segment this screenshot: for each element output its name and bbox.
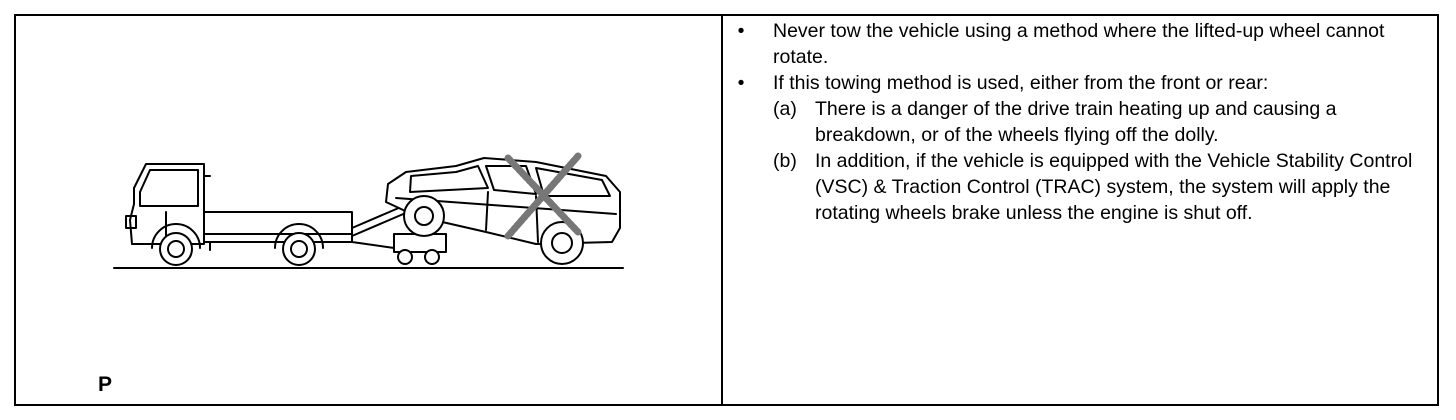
sub-item-marker: (a) <box>773 98 797 120</box>
list-item <box>731 18 1421 70</box>
sub-list-item <box>773 148 1421 226</box>
column-divider <box>721 14 723 406</box>
list-item <box>731 70 1421 226</box>
bullet-icon: • <box>737 72 745 94</box>
note-text: Never tow the vehicle using a method where the lifted-up wheel cannot rotate. <box>773 20 1385 68</box>
bullet-icon: • <box>737 20 745 42</box>
sub-item-text: There is a danger of the drive train heating up and causing a breakdown, or of the wheels flying off the dolly. <box>815 98 1337 146</box>
sub-item-marker: (b) <box>773 150 797 172</box>
towing-notes <box>731 18 1421 226</box>
note-text: If this towing method is used, either from the front or rear: <box>773 72 1269 94</box>
towing-illustration <box>16 16 721 404</box>
tow-truck-dolly-icon <box>16 16 721 404</box>
sub-list-item <box>773 96 1421 148</box>
figure-code: P <box>98 373 113 396</box>
sub-item-text: In addition, if the vehicle is equipped with the Vehicle Stability Control (VSC) & Traction Control (TRAC) system, the system will apply the rotating wheels brake unless the engine is shut off. <box>815 150 1413 224</box>
